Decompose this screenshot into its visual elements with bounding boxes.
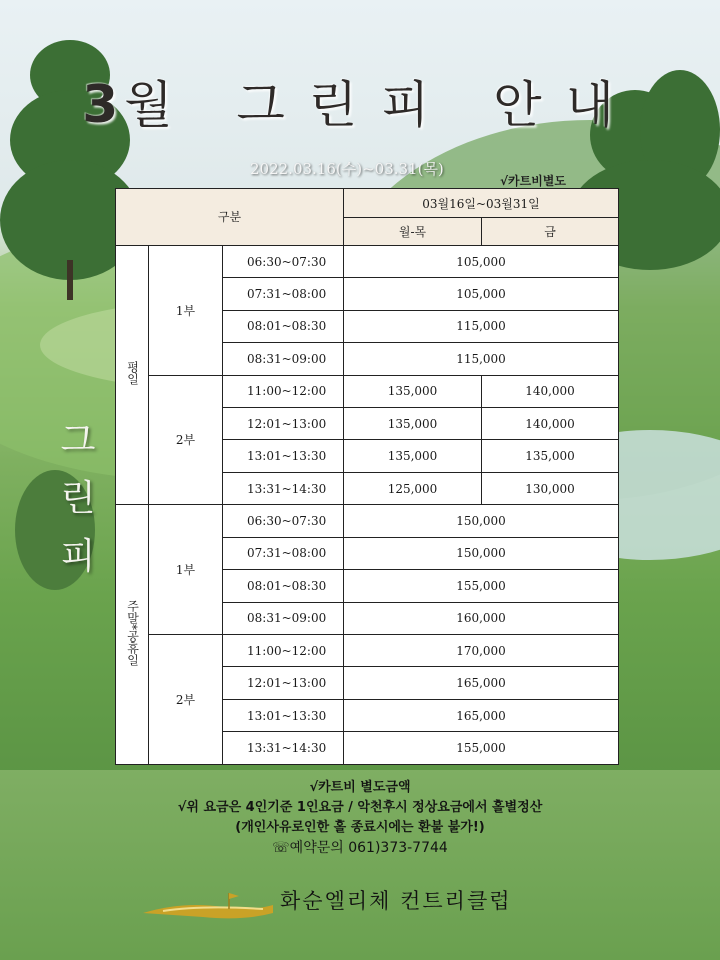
date-range: 2022.03.16(수)~03.31(목) bbox=[250, 160, 444, 178]
fee-cell: 115,000 bbox=[344, 310, 619, 342]
fee-cell: 115,000 bbox=[344, 343, 619, 375]
fee-cell-mon-thu: 135,000 bbox=[344, 407, 482, 439]
fee-cell: 165,000 bbox=[344, 667, 619, 699]
time-cell: 13:31~14:30 bbox=[223, 732, 344, 765]
time-cell: 08:31~09:00 bbox=[223, 343, 344, 375]
golf-flag-logo-icon bbox=[143, 891, 273, 921]
cart-fee-note: √카트비별도 bbox=[500, 174, 566, 188]
fee-cell-fri: 135,000 bbox=[482, 440, 619, 472]
side-title-char: 그 bbox=[60, 420, 96, 461]
fee-cell: 160,000 bbox=[344, 602, 619, 634]
fee-cell: 105,000 bbox=[344, 245, 619, 277]
weekend-part2-label: 2부 bbox=[149, 635, 223, 765]
side-title-char: 피 bbox=[60, 536, 96, 577]
time-cell: 11:00~12:00 bbox=[223, 635, 344, 667]
poster-title: 3월 그린피 안내 bbox=[82, 75, 638, 135]
note-reservation-phone: ☏예약문의 061)373-7744 bbox=[272, 840, 448, 856]
fee-cell: 155,000 bbox=[344, 732, 619, 765]
time-cell: 07:31~08:00 bbox=[223, 537, 344, 569]
fee-cell: 105,000 bbox=[344, 278, 619, 310]
time-cell: 13:01~13:30 bbox=[223, 699, 344, 731]
weekend-part1-label: 1부 bbox=[149, 505, 223, 635]
weekday-label: 평일 bbox=[116, 245, 149, 505]
header-period: 03월16일~03월31일 bbox=[344, 189, 619, 218]
note-fee-basis: √위 요금은 4인기준 1인요금 / 악천후시 정상요금에서 홀별정산 bbox=[177, 800, 543, 815]
weekday-part2-label: 2부 bbox=[149, 375, 223, 505]
time-cell: 06:30~07:30 bbox=[223, 245, 344, 277]
weekend-holiday-label: 주말*공휴일 bbox=[116, 505, 149, 765]
weekday-part1-label: 1부 bbox=[149, 245, 223, 375]
green-fee-table bbox=[115, 188, 619, 765]
fee-cell: 150,000 bbox=[344, 505, 619, 537]
header-category: 구분 bbox=[116, 189, 344, 246]
header-mon-thu: 월-목 bbox=[344, 218, 482, 245]
time-cell: 11:00~12:00 bbox=[223, 375, 344, 407]
time-cell: 06:30~07:30 bbox=[223, 505, 344, 537]
fee-cell-fri: 140,000 bbox=[482, 375, 619, 407]
time-cell: 08:31~09:00 bbox=[223, 602, 344, 634]
note-cart-fee: √카트비 별도금액 bbox=[309, 780, 411, 795]
time-cell: 12:01~13:00 bbox=[223, 667, 344, 699]
club-name: 화순엘리체 컨트리클럽 bbox=[280, 889, 512, 913]
vertical-side-title bbox=[58, 412, 98, 586]
time-cell: 13:01~13:30 bbox=[223, 440, 344, 472]
fee-cell-fri: 140,000 bbox=[482, 407, 619, 439]
fee-cell: 150,000 bbox=[344, 537, 619, 569]
fee-cell: 155,000 bbox=[344, 570, 619, 602]
header-fri: 금 bbox=[482, 218, 619, 245]
fee-cell-mon-thu: 135,000 bbox=[344, 375, 482, 407]
side-title-char: 린 bbox=[60, 478, 96, 519]
time-cell: 08:01~08:30 bbox=[223, 310, 344, 342]
notes-block bbox=[0, 778, 720, 858]
fee-cell-mon-thu: 125,000 bbox=[344, 472, 482, 504]
time-cell: 07:31~08:00 bbox=[223, 278, 344, 310]
time-cell: 13:31~14:30 bbox=[223, 472, 344, 504]
fee-cell-mon-thu: 135,000 bbox=[344, 440, 482, 472]
fee-cell: 170,000 bbox=[344, 635, 619, 667]
time-cell: 08:01~08:30 bbox=[223, 570, 344, 602]
note-no-refund: (개인사유로인한 홀 종료시에는 환불 불가!) bbox=[235, 820, 485, 835]
fee-cell-fri: 130,000 bbox=[482, 472, 619, 504]
time-cell: 12:01~13:00 bbox=[223, 407, 344, 439]
fee-cell: 165,000 bbox=[344, 699, 619, 731]
